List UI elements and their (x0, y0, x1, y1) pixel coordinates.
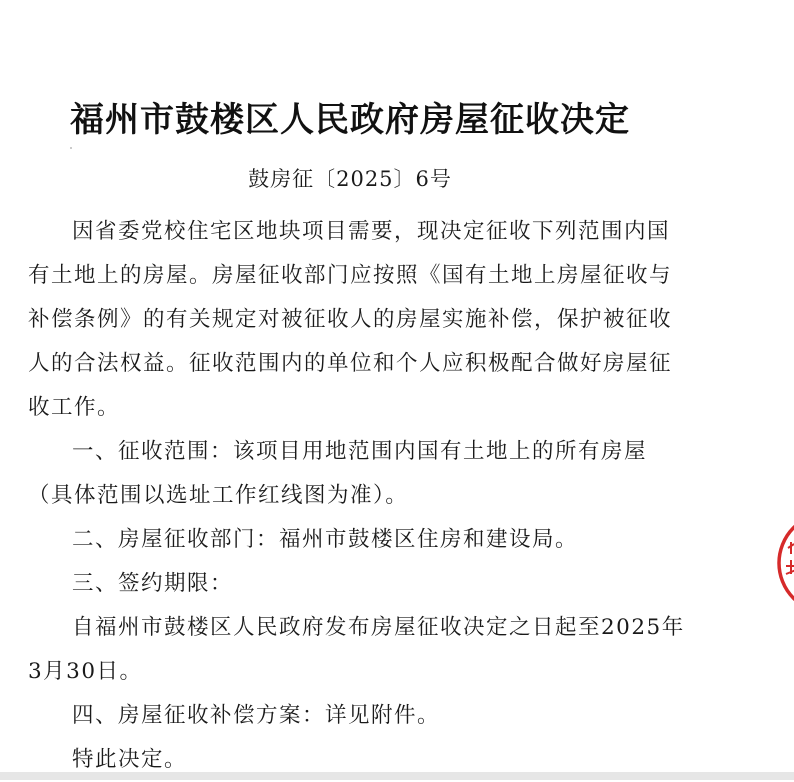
scan-speck (70, 147, 72, 149)
seal-inner-mark-1 (788, 542, 794, 554)
paragraph-period-heading: 三、签约期限： (72, 571, 234, 596)
page-bottom-edge (0, 772, 794, 780)
paragraph-scope: 一、征收范围：该项目用地范围内国有土地上的所有房屋（具体范围以选址工作红线图为准）。 (28, 439, 648, 508)
paragraph-department: 二、房屋征收部门：福州市鼓楼区住房和建设局。 (72, 527, 579, 552)
seal-inner-mark-2 (786, 560, 794, 574)
paragraph-period-text: 自福州市鼓楼区人民政府发布房屋征收决定之日起至2025年3月30日。 (28, 615, 685, 684)
document-number: 鼓房征〔2025〕6号 (248, 167, 452, 191)
document-title: 福州市鼓楼区人民政府房屋征收决定 (70, 100, 630, 140)
paragraph-closing: 特此决定。 (72, 747, 188, 772)
paragraph-compensation: 四、房屋征收补偿方案：详见附件。 (72, 703, 441, 728)
paragraph-intro: 因省委党校住宅区地块项目需要，现决定征收下列范围内国有土地上的房屋。房屋征收部门应按照《国有土地上房屋征收与补偿条例》的有关规定对被征收人的房屋实施补偿，保护被征收人的合法权益。征收范围内的单位和个人应积极配合做好房屋征收工作。 (28, 219, 673, 420)
document-body (28, 210, 690, 782)
official-seal-stamp (774, 508, 794, 618)
